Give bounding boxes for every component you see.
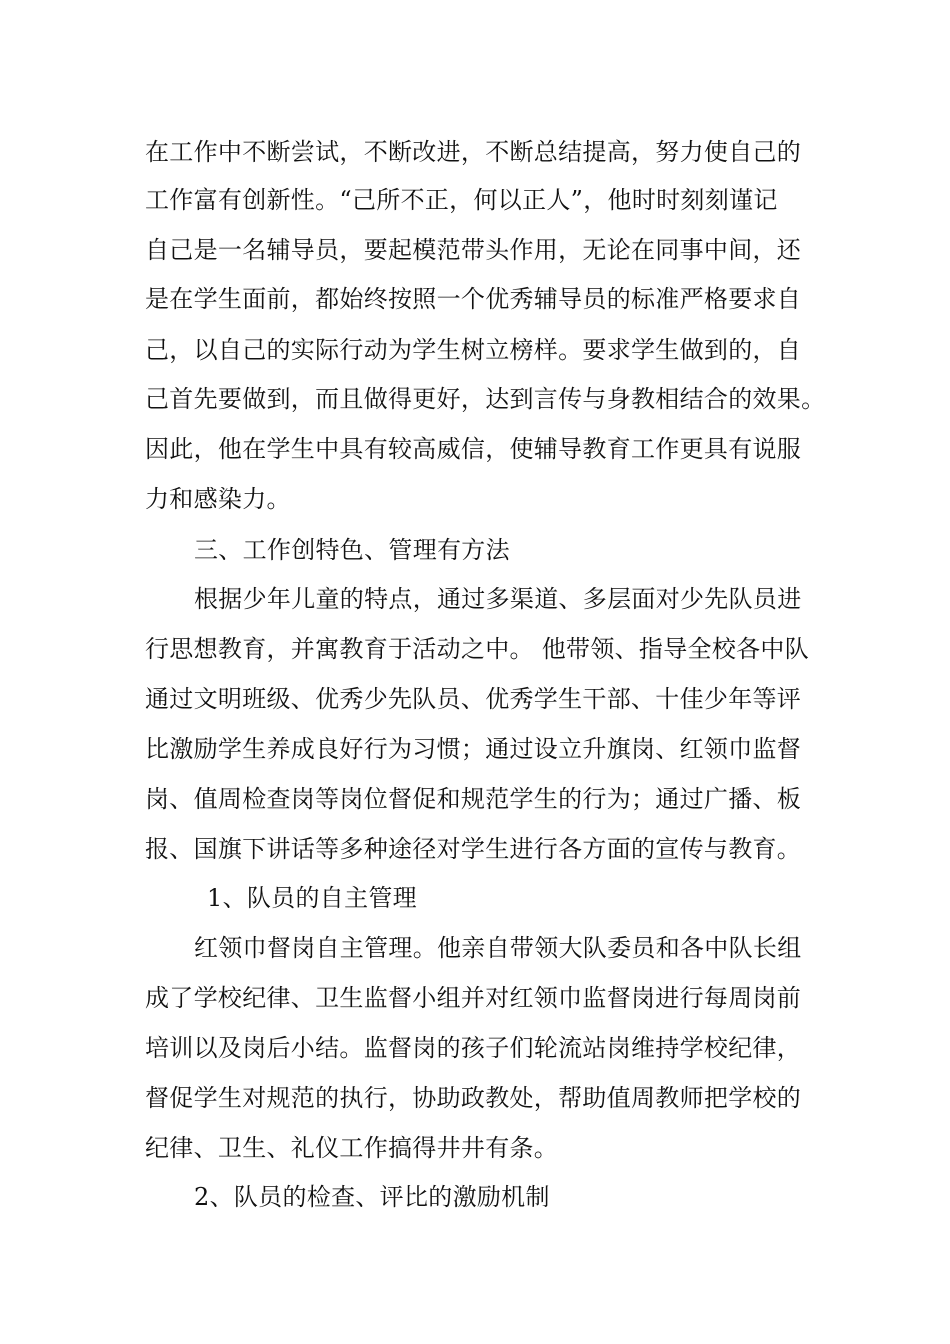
paragraph-line: 根据少年儿童的特点，通过多渠道、多层面对少先队员进 <box>194 585 802 613</box>
paragraph-line: 成了学校纪律、卫生监督小组并对红领巾监督岗进行每周岗前 <box>145 984 802 1012</box>
section-heading: 三、工作创特色、管理有方法 <box>194 536 510 564</box>
subsection-heading: 2、队员的检查、评比的激励机制 <box>194 1183 550 1211</box>
paragraph-line: 己首先要做到，而且做得更好，达到言传与身教相结合的效果。 <box>145 385 826 413</box>
paragraph-line: 比激励学生养成良好行为习惯；通过设立升旗岗、红领巾监督 <box>145 735 802 763</box>
paragraph-line: 自己是一名辅导员，要起模范带头作用，无论在同事中间，还 <box>145 236 802 264</box>
paragraph-line: 己，以自己的实际行动为学生树立榜样。要求学生做到的，自 <box>145 336 802 364</box>
subsection-heading: 1、队员的自主管理 <box>207 884 417 912</box>
paragraph-line: 纪律、卫生、礼仪工作搞得井井有条。 <box>145 1134 559 1162</box>
paragraph-line: 因此，他在学生中具有较高威信，使辅导教育工作更具有说服 <box>145 435 802 463</box>
paragraph-line: 报、国旗下讲话等多种途径对学生进行各方面的宣传与教育。 <box>145 835 802 863</box>
paragraph-line: 督促学生对规范的执行，协助政教处，帮助值周教师把学校的 <box>145 1084 802 1112</box>
paragraph-line: 岗、值周检查岗等岗位督促和规范学生的行为；通过广播、板 <box>145 785 802 813</box>
paragraph-line: 工作富有创新性。“己所不正，何以正人”，他时时刻刻谨记 <box>145 186 778 214</box>
paragraph-line: 是在学生面前，都始终按照一个优秀辅导员的标准严格要求自 <box>145 285 802 313</box>
paragraph-line: 培训以及岗后小结。监督岗的孩子们轮流站岗维持学校纪律， <box>145 1034 802 1062</box>
paragraph-line: 红领巾督岗自主管理。他亲自带领大队委员和各中队长组 <box>194 934 802 962</box>
paragraph-line: 在工作中不断尝试，不断改进，不断总结提高，努力使自己的 <box>145 138 802 166</box>
paragraph-line: 通过文明班级、优秀少先队员、优秀学生干部、十佳少年等评 <box>145 685 802 713</box>
paragraph-line: 行思想教育，并寓教育于活动之中。 他带领、指导全校各中队 <box>145 635 810 663</box>
paragraph-line: 力和感染力。 <box>145 485 291 513</box>
